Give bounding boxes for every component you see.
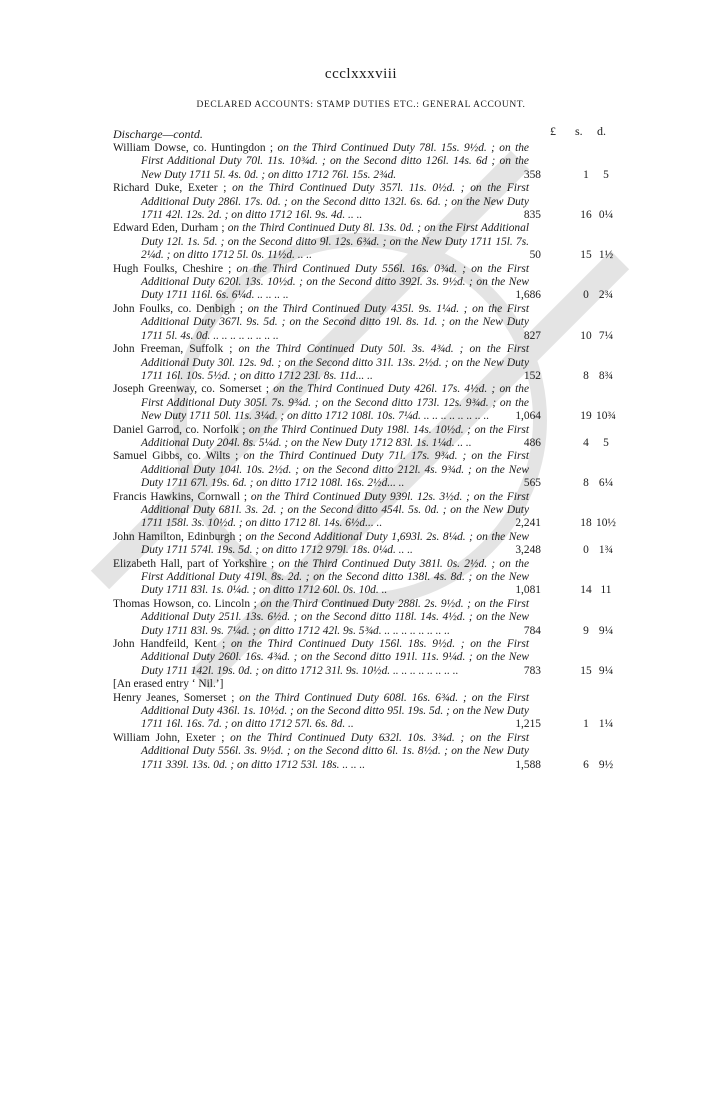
duty-breakdown: on the Third Continued Duty 939l. 12s. 3½d. ; on the First Additional Duty 681l. 3s. 2d. ; on the Second ditto 454l. 5s. 0d. ; on the New Duty 1711 158l. 3s. 10½d. ; on ditto 1712 8l. 14s. 6½d... .. — [141, 490, 529, 530]
pence-amount: 8¾ — [598, 369, 614, 382]
entry-text — [113, 343, 529, 383]
entry-text — [113, 732, 529, 772]
shillings-amount: 6 — [583, 758, 589, 771]
account-entries — [113, 142, 653, 772]
duty-breakdown: on the Third Continued Duty 435l. 9s. 1¼d. ; on the First Additional Duty 367l. 9s. 5d. ; on the Second ditto 19l. 8s. 1d. ; on the New Duty 1711 5l. 4s. 0d. .. .. .. .. .. .. .. .. — [141, 302, 529, 342]
duty-breakdown: on the Third Continued Duty 608l. 16s. 6¾d. ; on the First Additional Duty 436l. 1s. 10½d. ; on the Second ditto 95l. 19s. 5d. ; on the New Duty 1711 16l. 16s. 7d. ; on ditto 1712 57l. 6s. 8d. .. — [141, 691, 529, 731]
pence-amount: 9¼ — [598, 664, 614, 677]
shillings-amount: 0 — [583, 289, 589, 302]
entry-text — [113, 638, 529, 678]
entry-text — [113, 450, 529, 490]
duty-breakdown: on the Third Continued Duty 556l. 16s. 0¾d. ; on the First Additional Duty 620l. 13s. 10½d. ; on the Second ditto 392l. 3s. 9½d. ; on the New Duty 1711 116l. 6s. 6¼d. .. .. .. .. — [141, 262, 529, 302]
pounds-amount: 1,064 — [515, 410, 541, 423]
pounds-amount: 565 — [523, 477, 541, 490]
page-number: ccclxxxviii — [324, 66, 398, 82]
pounds-amount: 486 — [523, 436, 541, 449]
shillings-amount: 16 — [580, 209, 592, 222]
account-entry — [113, 450, 653, 490]
collector-name: William John, Exeter ; — [113, 731, 231, 744]
collector-name: Hugh Foulks, Cheshire ; — [113, 262, 237, 275]
collector-name: John Freeman, Suffolk ; — [113, 343, 239, 356]
entry-text — [113, 598, 529, 638]
account-entry — [113, 263, 653, 303]
collector-name: Elizabeth Hall, part of Yorkshire ; — [113, 557, 279, 570]
account-entry — [113, 678, 653, 691]
pounds-amount: 783 — [523, 664, 541, 677]
entry-text — [113, 142, 529, 182]
shillings-amount: 18 — [580, 517, 592, 530]
duty-breakdown: on the Third Continued Duty 71l. 17s. 9¾d. ; on the First Additional Duty 104l. 10s. 2½d. ; on the Second ditto 212l. 4s. 9¾d. ; on the New Duty 1711 67l. 19s. 6d. ; on ditto 1712 108l. 16s. 2½d... .. — [141, 450, 529, 490]
duty-breakdown: on the Third Continued Duty 632l. 10s. 3¾d. ; on the First Additional Duty 556l. 3s. 9½d. ; on the Second ditto 6l. 1s. 8½d. ; on the New Duty 1711 339l. 13s. 0d. ; on ditto 1712 53l. 18s. .. .. .. — [141, 731, 530, 771]
account-entry — [113, 531, 653, 558]
pounds-amount: 784 — [523, 624, 541, 637]
shillings-amount: 14 — [580, 584, 592, 597]
entry-text — [113, 222, 529, 262]
pence-amount: 10½ — [596, 517, 616, 530]
pence-amount: 11 — [600, 584, 612, 597]
account-entry — [113, 638, 653, 678]
account-entry — [113, 142, 653, 182]
shillings-amount: 19 — [580, 410, 592, 423]
duty-breakdown: on the Second Additional Duty 1,693l. 2s. 8¼d. ; on the New Duty 1711 574l. 19s. 5d. ; on ditto 1712 979l. 18s. 0¼d. .. .. — [141, 530, 529, 557]
shillings-heading: s. — [575, 124, 583, 138]
entry-text — [113, 263, 529, 303]
shillings-amount: 1 — [583, 718, 589, 731]
pounds-amount: 152 — [523, 369, 541, 382]
pounds-amount: 1,686 — [515, 289, 541, 302]
pounds-amount: 835 — [523, 209, 541, 222]
collector-name: Francis Hawkins, Cornwall ; — [113, 490, 251, 503]
pence-amount: 6¼ — [598, 477, 614, 490]
shillings-amount: 15 — [580, 664, 592, 677]
section-label: Discharge—contd. — [113, 127, 203, 141]
collector-name: Thomas Howson, co. Lincoln ; — [113, 597, 261, 610]
account-entry — [113, 558, 653, 598]
account-entry — [113, 732, 653, 772]
duty-breakdown: on the Third Continued Duty 156l. 18s. 9½d. ; on the First Additional Duty 260l. 16s. 4¾d. ; on the Second ditto 191l. 11s. 9¼d. ; on the New Duty 1711 142l. 19s. 0d. ; on ditto 1712 31l. 9s. 10½d. .. .. .. .. .. .. .. .. — [141, 638, 530, 677]
pence-amount: 0¼ — [598, 209, 614, 222]
pounds-amount: 827 — [523, 329, 541, 342]
collector-name: John Hamilton, Edinburgh ; — [113, 530, 246, 543]
pence-amount: 1¾ — [598, 544, 614, 557]
collector-name: Richard Duke, Exeter ; — [113, 182, 233, 195]
collector-name: John Foulks, co. Denbigh ; — [113, 302, 248, 315]
shillings-amount: 8 — [583, 477, 589, 490]
collector-name: Daniel Garrod, co. Norfolk ; — [113, 423, 249, 436]
account-entry — [113, 424, 653, 451]
pence-amount: 10¾ — [596, 410, 616, 423]
pounds-amount: 2,241 — [515, 517, 541, 530]
entry-text — [113, 531, 529, 558]
account-entry — [113, 343, 653, 383]
entry-text — [113, 303, 529, 343]
pence-amount: 9½ — [598, 758, 614, 771]
pence-amount: 1¼ — [598, 718, 614, 731]
running-title: DECLARED ACCOUNTS: STAMP DUTIES ETC.: GENERAL ACCOUNT. — [196, 100, 526, 110]
pence-amount: 1½ — [598, 249, 614, 262]
shillings-amount: 10 — [580, 329, 592, 342]
account-entry — [113, 303, 653, 343]
entry-text — [113, 558, 529, 598]
pence-amount: 5 — [603, 436, 609, 449]
pounds-amount: 50 — [529, 249, 541, 262]
collector-name: Henry Jeanes, Somerset ; — [113, 691, 240, 704]
pence-amount: 7¼ — [598, 329, 614, 342]
duty-breakdown: on the Third Continued Duty 288l. 2s. 9½d. ; on the First Additional Duty 251l. 13s. 6½d. ; on the Second ditto 118l. 14s. 4½d. ; on the New Duty 1711 83l. 9s. 7¼d. ; on ditto 1712 42l. 9s. 5¾d. .. .. .. .. .. .. .. .. — [141, 597, 529, 637]
shillings-amount: 9 — [583, 624, 589, 637]
duty-breakdown: on the Third Continued Duty 357l. 11s. 0½d. ; on the First Additional Duty 286l. 17s. 0d. ; on the Second ditto 132l. 6s. 6d. ; on the New Duty 1711 42l. 12s. 2d. ; on ditto 1712 16l. 9s. 4d. .. .. — [141, 182, 530, 222]
collector-name: William Dowse, co. Huntingdon ; — [113, 142, 278, 154]
pence-heading: d. — [597, 124, 606, 138]
shillings-amount: 8 — [583, 369, 589, 382]
account-entry — [113, 692, 653, 732]
duty-breakdown: on the Third Continued Duty 198l. 14s. 10½d. ; on the First Additional Duty 204l. 8s. 5¼d. ; on the New Duty 1712 83l. 1s. 1¼d. .. .. — [141, 423, 529, 449]
account-entry — [113, 598, 653, 638]
pounds-amount: 1,215 — [515, 718, 541, 731]
duty-breakdown: on the Third Continued Duty 381l. 0s. 2½d. ; on the First Additional Duty 419l. 8s. 2d. ; on the Second ditto 138l. 4s. 8d. ; on the New Duty 1711 83l. 1s. 0¼d. ; on ditto 1712 60l. 0s. 10d. .. — [141, 557, 530, 597]
entry-text — [113, 692, 529, 732]
entry-text — [113, 182, 529, 222]
pence-amount: 9¼ — [598, 624, 614, 637]
pounds-amount: 1,081 — [515, 584, 541, 597]
collector-name: Edward Eden, Durham ; — [113, 222, 228, 235]
account-entry — [113, 491, 653, 531]
account-entry — [113, 222, 653, 262]
duty-breakdown: on the Third Continued Duty 50l. 3s. 4¾d. ; on the First Additional Duty 30l. 12s. 9d. ; on the Second ditto 31l. 13s. 2½d. ; on the New Duty 1711 16l. 10s. 5½d. ; on ditto 1712 23l. 8s. 11d... .. — [141, 343, 529, 382]
shillings-amount: 15 — [580, 249, 592, 262]
account-entry — [113, 383, 653, 423]
entry-text — [113, 383, 529, 423]
pounds-amount: 3,248 — [515, 544, 541, 557]
pounds-amount: 1,588 — [515, 758, 541, 771]
collector-name: John Handfeild, Kent ; — [113, 638, 231, 651]
entry-text — [113, 491, 529, 531]
account-entry — [113, 182, 653, 222]
duty-breakdown: on the Third Continued Duty 426l. 17s. 4½d. ; on the First Additional Duty 305l. 7s. 9¾d. ; on the Second ditto 173l. 12s. 9¾d. ; on the New Duty 1711 50l. 11s. 3¼d. ; on ditto 1712 108l. 10s. 7¼d. .. .. .. .. .. .. .. .. — [141, 383, 530, 423]
pounds-heading: £ — [550, 124, 556, 138]
pence-amount: 5 — [603, 168, 609, 181]
pence-amount: 2¾ — [598, 289, 614, 302]
entry-text — [113, 424, 529, 451]
shillings-amount: 0 — [583, 544, 589, 557]
shillings-amount: 1 — [583, 168, 589, 181]
duty-breakdown: on the Third Continued Duty 8l. 13s. 0d. ; on the First Additional Duty 12l. 1s. 5d. ; on the Second ditto 9l. 12s. 6¾d. ; on the New Duty 1711 15l. 7s. 2¼d. ; on ditto 1712 5l. 0s. 11½d. .. .. — [141, 222, 529, 262]
duty-breakdown: on the Third Continued Duty 78l. 15s. 9½d. ; on the First Additional Duty 70l. 11s. 10¾d. ; on the Second ditto 126l. 14s. 6d ; on the New Duty 1711 5l. 4s. 0d. ; on ditto 1712 76l. 15s. 2¾d. — [141, 142, 529, 181]
pounds-amount: 358 — [523, 168, 541, 181]
collector-name: Samuel Gibbs, co. Wilts ; — [113, 450, 244, 463]
erased-entry-note: [An erased entry ‘ Nil.’] — [113, 678, 224, 691]
collector-name: Joseph Greenway, co. Somerset ; — [113, 383, 274, 396]
shillings-amount: 4 — [583, 436, 589, 449]
